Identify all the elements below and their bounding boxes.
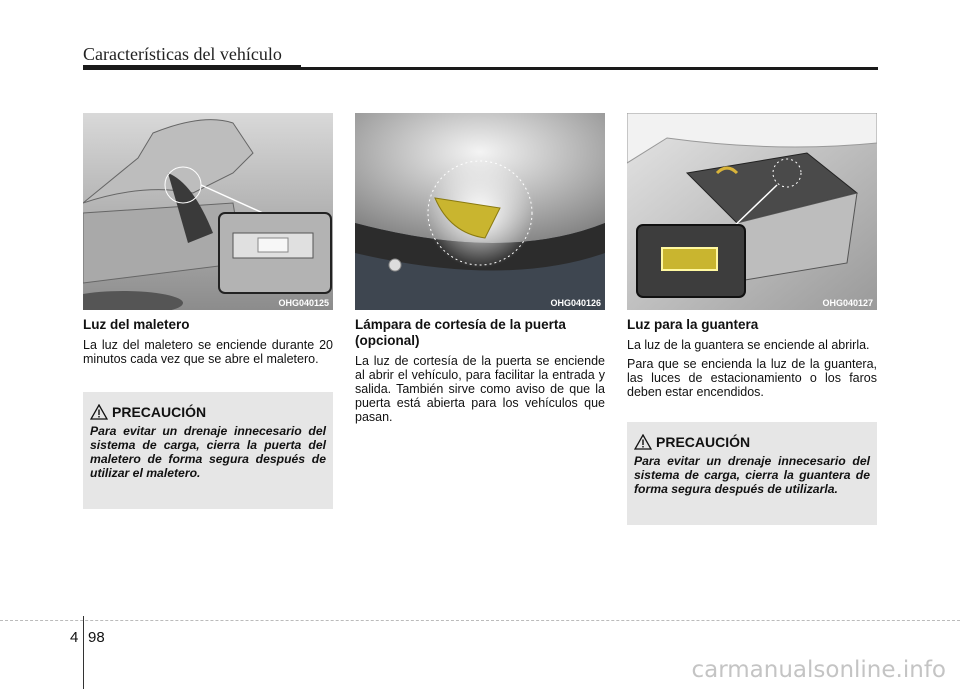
image-code: OHG040125	[278, 298, 329, 308]
page-header-title: Características del vehículo	[83, 44, 282, 64]
image-code: OHG040126	[550, 298, 601, 308]
caution-box-trunk	[83, 392, 333, 509]
caution-box-glove-box	[627, 422, 877, 525]
column-glove-box-light	[627, 317, 877, 404]
caution-text: Para evitar un drenaje innecesario del sistema de carga, cierra la guantera de forma segura después de utilizarla.	[634, 454, 870, 496]
footer-rule	[0, 620, 960, 621]
caution-title: PRECAUCIÓN	[112, 404, 207, 420]
section-title: Lámpara de cortesía de la puerta (opcional)	[355, 317, 566, 348]
section-title: Luz del maletero	[83, 317, 190, 332]
section-title: Luz para la guantera	[627, 317, 759, 332]
watermark: carmanualsonline.info	[691, 657, 946, 683]
image-code: OHG040127	[822, 298, 873, 308]
warning-icon	[90, 404, 108, 420]
footer-divider	[83, 616, 84, 689]
caution-text: Para evitar un drenaje innecesario del sistema de carga, cierra la puerta del maletero de forma segura después de utilizar el maletero.	[90, 424, 326, 480]
glove-box-light-figure	[627, 113, 877, 310]
paragraph: La luz del maletero se enciende durante 20 minutos cada vez que se abre el maletero.	[83, 338, 333, 366]
paragraph: Para que se encienda la luz de la guantera, las luces de estacionamiento o los faros deben estar encendidos.	[627, 357, 877, 399]
header-rule	[83, 67, 878, 70]
caution-title: PRECAUCIÓN	[656, 434, 751, 450]
column-trunk-light	[83, 317, 333, 371]
warning-icon	[634, 434, 652, 450]
paragraph: La luz de cortesía de la puerta se enciende al abrir el vehículo, para facilitar la entrada y salida. También sirve como aviso de que la puerta está abierta para los vehículos que pasan.	[355, 354, 605, 424]
door-courtesy-lamp-figure	[355, 113, 605, 310]
chapter-number: 4	[70, 629, 79, 646]
page-number: 98	[88, 629, 105, 646]
trunk-light-figure	[83, 113, 333, 310]
column-door-courtesy-lamp	[355, 317, 605, 429]
paragraph: La luz de la guantera se enciende al abrirla.	[627, 338, 870, 352]
